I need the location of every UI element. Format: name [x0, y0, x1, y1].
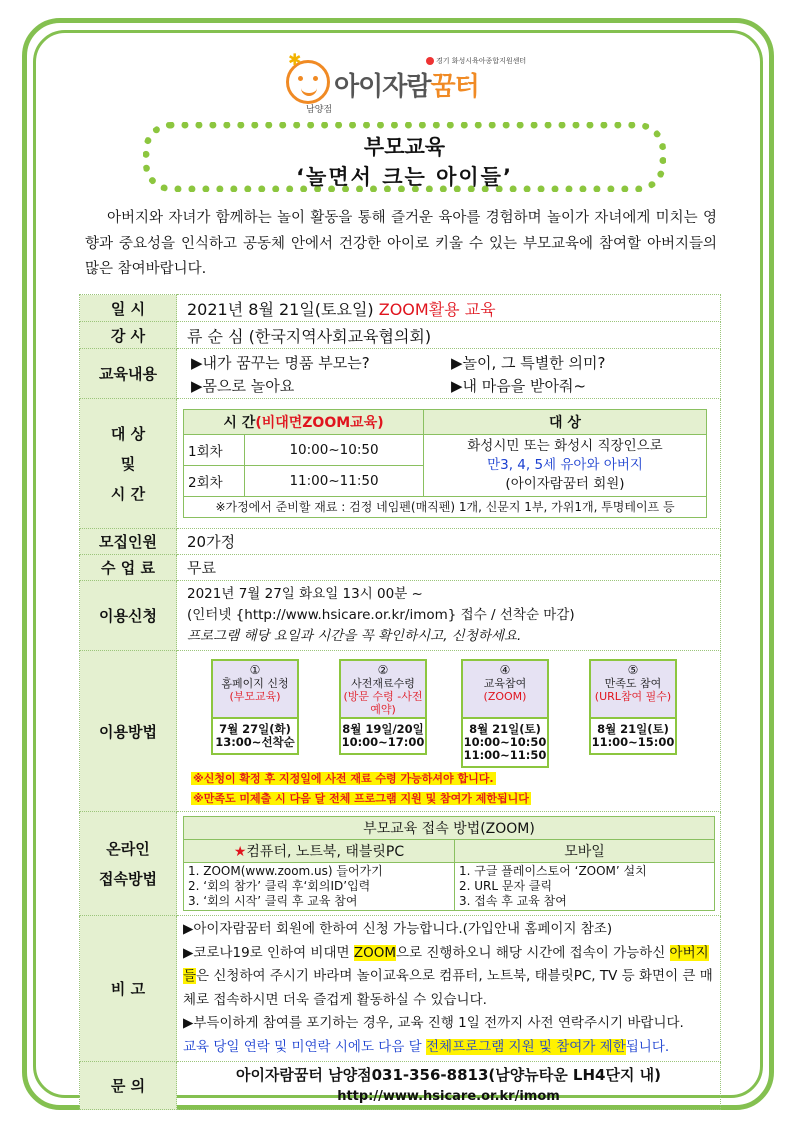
apply-value: 2021년 7월 27일 화요일 13시 00분 ~ (인터넷 {http://www.hsicare.or.kr/imom} 접수 / 선착순 마감) 프로그램 해당 요일과 시간을 꼭 확인하시고, 신청하세요. — [177, 581, 721, 651]
mobile-steps: 1. 구글 플레이스토어 ‘ZOOM’ 설치 2. URL 문자 클릭 3. 접속 후 교육 참여 — [455, 863, 715, 911]
online-table — [183, 816, 715, 911]
time-header: 시 간(비대면ZOOM교육) — [184, 410, 424, 435]
online-header: 부모교육 접속 방법(ZOOM) — [184, 817, 715, 840]
date-value: 2021년 8월 21일(토요일) ZOOM활용 교육 — [177, 295, 721, 322]
pc-steps: 1. ZOOM(www.zoom.us) 들어가기 2. ‘회의 참가’ 클릭 후‘회의ID’입력 3. ‘회의 시작’ 클릭 후 교육 참여 — [184, 863, 455, 911]
step-1: ① 홈페이지 신청 (부모교육) 7월 27일(화) 13:00~선착순 — [211, 659, 299, 755]
target-value — [177, 399, 721, 529]
row-apply — [80, 581, 721, 651]
content-label: 교육내용 — [80, 349, 177, 399]
pc-header: ★컴퓨터, 노트북, 태블릿PC — [184, 840, 455, 863]
row-lecturer — [80, 322, 721, 349]
apply-label: 이용신청 — [80, 581, 177, 651]
mobile-header: 모바일 — [455, 840, 715, 863]
online-value — [177, 812, 721, 916]
page-title: 부모교육 — [363, 135, 446, 159]
schedule-table — [183, 409, 707, 518]
remarks-label: 비 고 — [80, 916, 177, 1062]
recruit-label: 모집인원 — [80, 529, 177, 555]
date-label: 일 시 — [80, 295, 177, 322]
content-item: ▶몸으로 놀아요 — [191, 376, 295, 395]
row-online — [80, 812, 721, 916]
content-value — [177, 349, 721, 399]
online-label: 온라인 접속방법 — [80, 812, 177, 916]
recruit-value: 20가정 — [177, 529, 721, 555]
remarks-value: ▶아이자람꿈터 회원에 한하여 신청 가능합니다.(가입안내 홈페이지 참조) ▶코로나19로 인하여 비대면 ZOOM으로 진행하오니 해당 시간에 접속이 가능하신 아버지들은 신청하여 주시기 바라며 놀이교육으로 컴퓨터, 노트북, 태블릿PC, TV 등 화면이 큰 매체로 접속하시면 더욱 즐겁게 활동하실 수 있습니다. ▶부득이하게 참여를 포기하는 경우, 교육 진행 1일 전까지 사전 연락주시기 바랍니다. 교육 당일 연락 및 미연락 시에도 다음 달 전체프로그램 지원 및 참여가 제한됩니다. — [177, 916, 721, 1062]
step-2: ② 사전재료수령 (방문 수령 -사전예약) 8월 19일/20일 10:00~17:00 — [339, 659, 427, 755]
method-label: 이용방법 — [80, 651, 177, 812]
center-mark-icon — [426, 57, 434, 65]
lecturer-label: 강 사 — [80, 322, 177, 349]
content-item: ▶내 마음을 받아줘~ — [451, 376, 587, 395]
row-recruit — [80, 529, 721, 555]
target-header: 대 상 — [424, 410, 707, 435]
row-method — [80, 651, 721, 812]
logo-branch: 남양점 — [306, 105, 333, 115]
content-list — [187, 350, 720, 398]
time-1: 10:00~10:50 — [245, 435, 424, 466]
page-subtitle: ‘놀면서 크는 아이들’ — [296, 165, 513, 189]
method-notes: ※신청이 확정 후 지정일에 사전 재료 수령 가능하셔야 합니다. ※만족도 미제출 시 다음 달 전체 프로그램 지원 및 참여가 제한됩니다 — [193, 772, 529, 805]
session-2: 2회차 — [184, 466, 245, 497]
contact-label: 문 의 — [80, 1062, 177, 1110]
contact-value: 아이자람꿈터 남양점031-356-8813(남양뉴타운 LH4단지 내) http://www.hsicare.or.kr/imom — [177, 1062, 721, 1110]
fee-label: 수 업 료 — [80, 555, 177, 581]
star-icon: ★ — [233, 844, 247, 860]
steps — [177, 651, 720, 811]
star-icon: ✱ — [288, 50, 302, 69]
title-box — [143, 122, 666, 192]
logo-center-name: 경기 화성시육아종합지원센터 — [426, 56, 526, 66]
info-table — [79, 294, 721, 1110]
step-5: ⑤ 만족도 참여 (URL참여 필수) 8월 21일(토) 11:00~15:00 — [589, 659, 677, 755]
row-date — [80, 295, 721, 322]
lecturer-value: 류 순 심 (한국지역사회교육협의회) — [177, 322, 721, 349]
row-fee — [80, 555, 721, 581]
step-4: ④ 교육참여 (ZOOM) 8월 21일(토) 10:00~10:50 11:00~11:50 — [461, 659, 549, 768]
logo — [286, 50, 527, 115]
materials-note: ※가정에서 준비할 재료 : 검정 네임펜(매직펜) 1개, 신문지 1부, 가위1개, 투명테이프 등 — [184, 497, 707, 518]
time-2: 11:00~11:50 — [245, 466, 424, 497]
target-label: 대 상 및 시 간 — [80, 399, 177, 529]
row-contact — [80, 1062, 721, 1110]
row-target — [80, 399, 721, 529]
content-item: ▶내가 꿈꾸는 명품 부모는? — [191, 353, 370, 372]
row-content — [80, 349, 721, 399]
logo-name: 아이자람꿈터 — [334, 72, 479, 102]
row-remarks — [80, 916, 721, 1062]
intro-paragraph: 아버지와 자녀가 함께하는 놀이 활동을 통해 즐거운 육아를 경험하며 놀이가 자녀에게 미치는 영향과 중요성을 인식하고 공동체 안에서 건강한 아이로 키울 수 있는 부모교육에 참여할 아버지들의 많은 참여바랍니다. — [85, 210, 717, 277]
fee-value: 무료 — [177, 555, 721, 581]
content-item: ▶놀이, 그 특별한 의미? — [451, 353, 606, 372]
target-text: 화성시민 또는 화성시 직장인으로 만3, 4, 5세 유아와 아버지 (아이자람꿈터 회원) — [424, 435, 707, 497]
method-value — [177, 651, 721, 812]
session-1: 1회차 — [184, 435, 245, 466]
